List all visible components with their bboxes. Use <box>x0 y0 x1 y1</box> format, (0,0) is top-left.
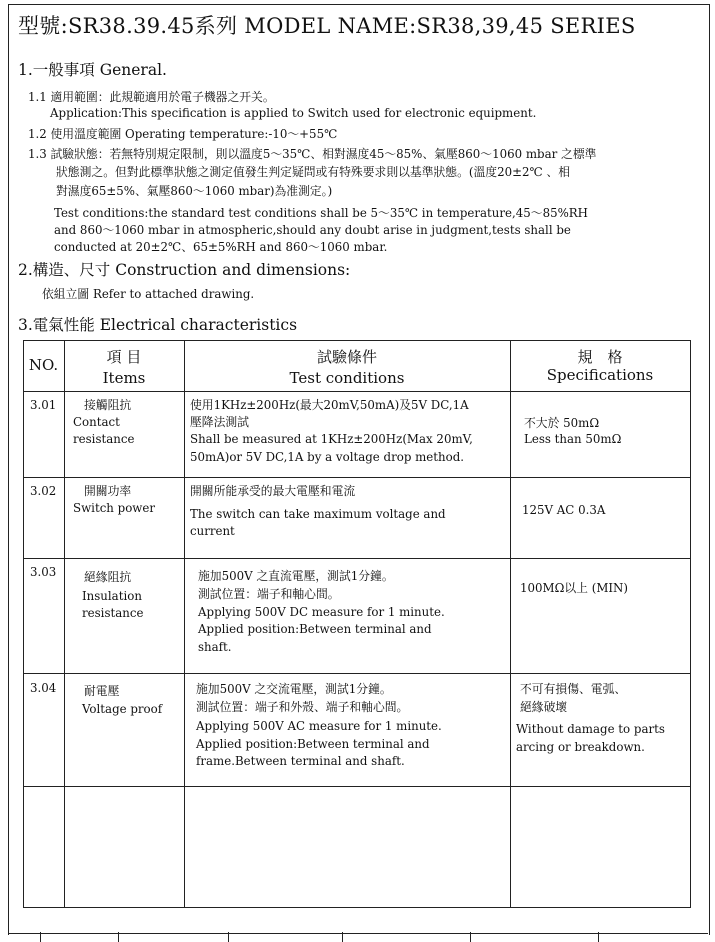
header-no: NO. <box>28 356 59 374</box>
row-item-en: Contact <box>73 415 120 429</box>
header-spec-zh: 規 格 <box>577 348 623 366</box>
row-spec-1: 125V AC 0.3A <box>522 503 606 517</box>
s1-line-6: 對濕度65±5%、氣壓860～1060 mbar)為准測定。) <box>56 184 333 198</box>
row-spec-1: 100MΩ以上 (MIN) <box>520 581 628 595</box>
s1-line-5: 狀態測之。但對此標準狀態之測定值發生判定疑問或有特殊要求則以基準狀態。(溫度20±2℃ 、相 <box>56 165 571 179</box>
section-1-heading: 1.一般事項 General. <box>18 61 167 79</box>
page-tick <box>118 932 119 942</box>
row-no: 3.04 <box>30 681 57 695</box>
row-test-5: shaft. <box>198 640 232 654</box>
row-item-en-2: resistance <box>73 432 135 446</box>
s1-line-3: 1.2 使用溫度範圍 Operating temperature:-10～+55℃ <box>28 127 338 141</box>
row-spec-2: 絕緣破壞 <box>520 700 568 714</box>
row-test-3: Shall be measured at 1KHz±200Hz(Max 20mV, <box>190 432 473 446</box>
row-no: 3.01 <box>30 398 57 412</box>
page-bottom-rule <box>8 933 708 934</box>
row-test-4: 50mA)or 5V DC,1A by a voltage drop method. <box>190 450 465 464</box>
header-test-zh: 試驗條件 <box>316 348 377 366</box>
row-item: 絕緣阻抗 <box>84 570 132 584</box>
section-2-heading: 2.構造、尺寸 Construction and dimensions: <box>18 261 351 279</box>
row-item: 耐電壓 <box>84 684 120 698</box>
row-test-2: 測試位置：端子和軸心間。 <box>198 587 340 601</box>
row-test-1: 使用1KHz±200Hz(最大20mV,50mA)及5V DC,1A <box>190 398 469 412</box>
row-test-3: Applying 500V AC measure for 1 minute. <box>196 719 442 733</box>
page-frame <box>8 4 710 935</box>
row-test-2: 壓降法測試 <box>190 415 249 429</box>
row-test-1: 施加500V 之直流電壓，測試1分鐘。 <box>198 569 394 583</box>
page-tick <box>598 932 599 942</box>
header-items-zh: 項 目 <box>106 348 142 366</box>
row-test-5: frame.Between terminal and shaft. <box>196 754 405 768</box>
page-tick <box>228 932 229 942</box>
row-test-2: 測試位置：端子和外殼、端子和軸心間。 <box>196 700 409 714</box>
s1-line-2: Application:This specification is applied to Switch used for electronic equipment. <box>50 106 537 120</box>
page-tick <box>40 932 41 942</box>
s1-line-1: 1.1 適用範圍：此規範適用於電子機器之开关。 <box>28 90 275 104</box>
document-title: 型號:SR38.39.45系列 MODEL NAME:SR38,39,45 SERIES <box>18 14 636 38</box>
header-items-en: Items <box>102 369 146 387</box>
s2-line-1: 依組立圖 Refer to attached drawing. <box>42 287 255 301</box>
page-tick <box>342 932 343 942</box>
row-item-en: Voltage proof <box>82 702 163 716</box>
section-3-heading: 3.電氣性能 Electrical characteristics <box>18 316 298 334</box>
row-spec-4: arcing or breakdown. <box>516 740 645 754</box>
row-test-2: The switch can take maximum voltage and <box>190 507 446 521</box>
row-no: 3.02 <box>30 484 57 498</box>
row-no: 3.03 <box>30 565 57 579</box>
row-test-3: current <box>190 524 235 538</box>
header-spec-en: Specifications <box>546 366 654 384</box>
row-item-en-2: resistance <box>82 606 144 620</box>
row-spec-3: Without damage to parts <box>516 722 665 736</box>
row-spec-1: 不可有損傷、電弧、 <box>520 682 627 696</box>
row-test-1: 施加500V 之交流電壓，測試1分鐘。 <box>196 682 392 696</box>
row-item: 接觸阻抗 <box>84 398 132 412</box>
row-spec-2: Less than 50mΩ <box>524 432 622 446</box>
s1-line-9: conducted at 20±2℃、65±5%RH and 860～1060 mbar. <box>54 240 388 254</box>
page-tick <box>470 932 471 942</box>
row-test-1: 開關所能承受的最大電壓和電流 <box>190 484 356 498</box>
row-test-4: Applied position:Between terminal and <box>196 737 430 751</box>
row-test-4: Applied position:Between terminal and <box>198 622 432 636</box>
s1-line-4: 1.3 試驗狀態：若無特別規定限制，則以溫度5～35℃、相對濕度45～85%、氣壓860～1060 mbar 之標準 <box>28 147 597 161</box>
row-item-en: Insulation <box>82 589 142 603</box>
row-item-en: Switch power <box>73 501 156 515</box>
header-test-en: Test conditions <box>289 369 405 387</box>
s1-line-7: Test conditions:the standard test conditions shall be 5～35℃ in temperature,45～85%RH <box>54 206 588 220</box>
row-test-3: Applying 500V DC measure for 1 minute. <box>198 605 445 619</box>
s1-line-8: and 860～1060 mbar in atmospheric,should any doubt arise in judgment,tests shall be <box>54 223 571 237</box>
row-spec-1: 不大於 50mΩ <box>524 416 600 430</box>
row-item: 開關功率 <box>84 484 132 498</box>
